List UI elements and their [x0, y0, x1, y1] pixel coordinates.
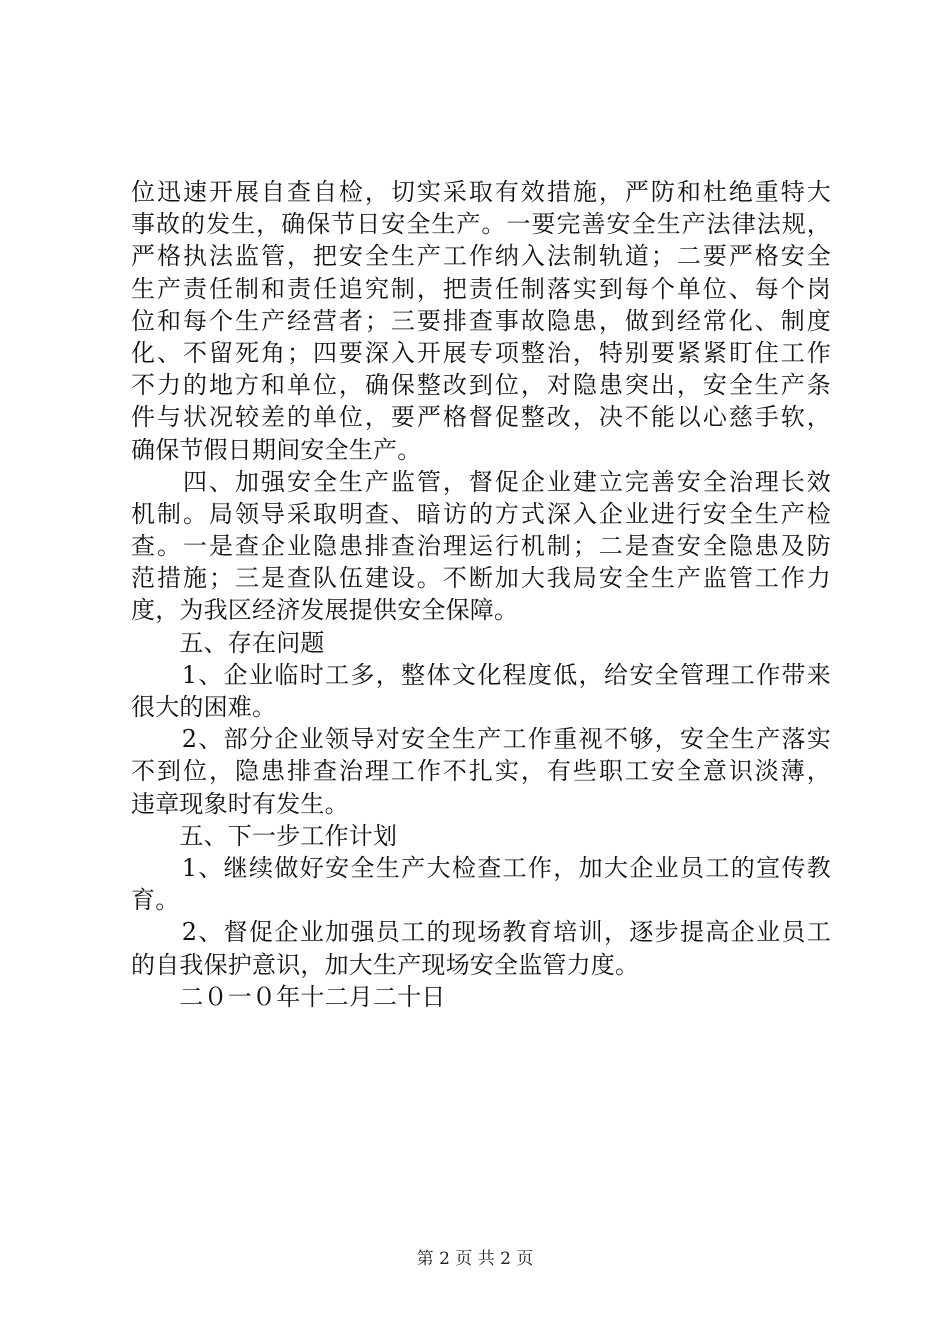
- body-line-16: 1、企业临时工多，整体文化程度低，给安全管理工作带来: [131, 660, 831, 689]
- page-number-footer: 第 2 页 共 2 页: [416, 1249, 534, 1269]
- body-line-14: 度，为我区经济发展提供安全保障。: [131, 596, 519, 625]
- body-line-25: 的自我保护意识，加大生产现场安全监管力度。: [131, 950, 640, 979]
- body-line-1: 位迅速开展自查自检，切实采取有效措施，严防和杜绝重特大: [131, 178, 831, 206]
- body-line-13: 范措施；三是查队伍建设。不断加大我局安全生产监管工作力: [131, 564, 831, 593]
- document-date: 二０一０年十二月二十日: [131, 982, 446, 1011]
- body-line-24: 2、督促企业加强员工的现场教育培训，逐步提高企业员工: [131, 918, 831, 947]
- body-line-10: 四、加强安全生产监管，督促企业建立完善安全治理长效: [131, 467, 831, 496]
- section-heading-next-plan: 五、下一步工作计划: [131, 821, 398, 850]
- body-line-7: 不力的地方和单位，确保整改到位，对隐患突出，安全生产条: [131, 371, 831, 400]
- section-heading-problems: 五、存在问题: [131, 628, 325, 657]
- body-line-6: 化、不留死角；四要深入开展专项整治，特别要紧紧盯住工作: [131, 338, 831, 367]
- body-line-8: 件与状况较差的单位，要严格督促整改，决不能以心慈手软，: [131, 403, 831, 432]
- body-line-4: 生产责任制和责任追究制，把责任制落实到每个单位、每个岗: [131, 274, 831, 303]
- document-body: [131, 176, 831, 1013]
- body-line-23: 育。: [131, 886, 180, 915]
- body-line-3: 严格执法监管，把安全生产工作纳入法制轨道；二要严格安全: [131, 242, 831, 271]
- body-line-2: 事故的发生，确保节日安全生产。一要完善安全生产法律法规，: [131, 210, 831, 239]
- body-line-9: 确保节假日期间安全生产。: [131, 435, 422, 464]
- body-line-18: 2、部分企业领导对安全生产工作重视不够，安全生产落实: [131, 725, 831, 754]
- body-line-17: 很大的困难。: [131, 693, 277, 721]
- body-line-22: 1、继续做好安全生产大检查工作，加大企业员工的宣传教: [131, 853, 831, 882]
- body-line-12: 查。一是查企业隐患排查治理运行机制；二是查安全隐患及防: [131, 532, 831, 561]
- body-line-20: 违章现象时有发生。: [131, 789, 349, 818]
- body-line-5: 位和每个生产经营者；三要排查事故隐患，做到经常化、制度: [131, 306, 831, 335]
- body-line-19: 不到位，隐患排查治理工作不扎实，有些职工安全意识淡薄，: [131, 757, 831, 786]
- body-line-11: 机制。局领导采取明查、暗访的方式深入企业进行安全生产检: [131, 499, 831, 528]
